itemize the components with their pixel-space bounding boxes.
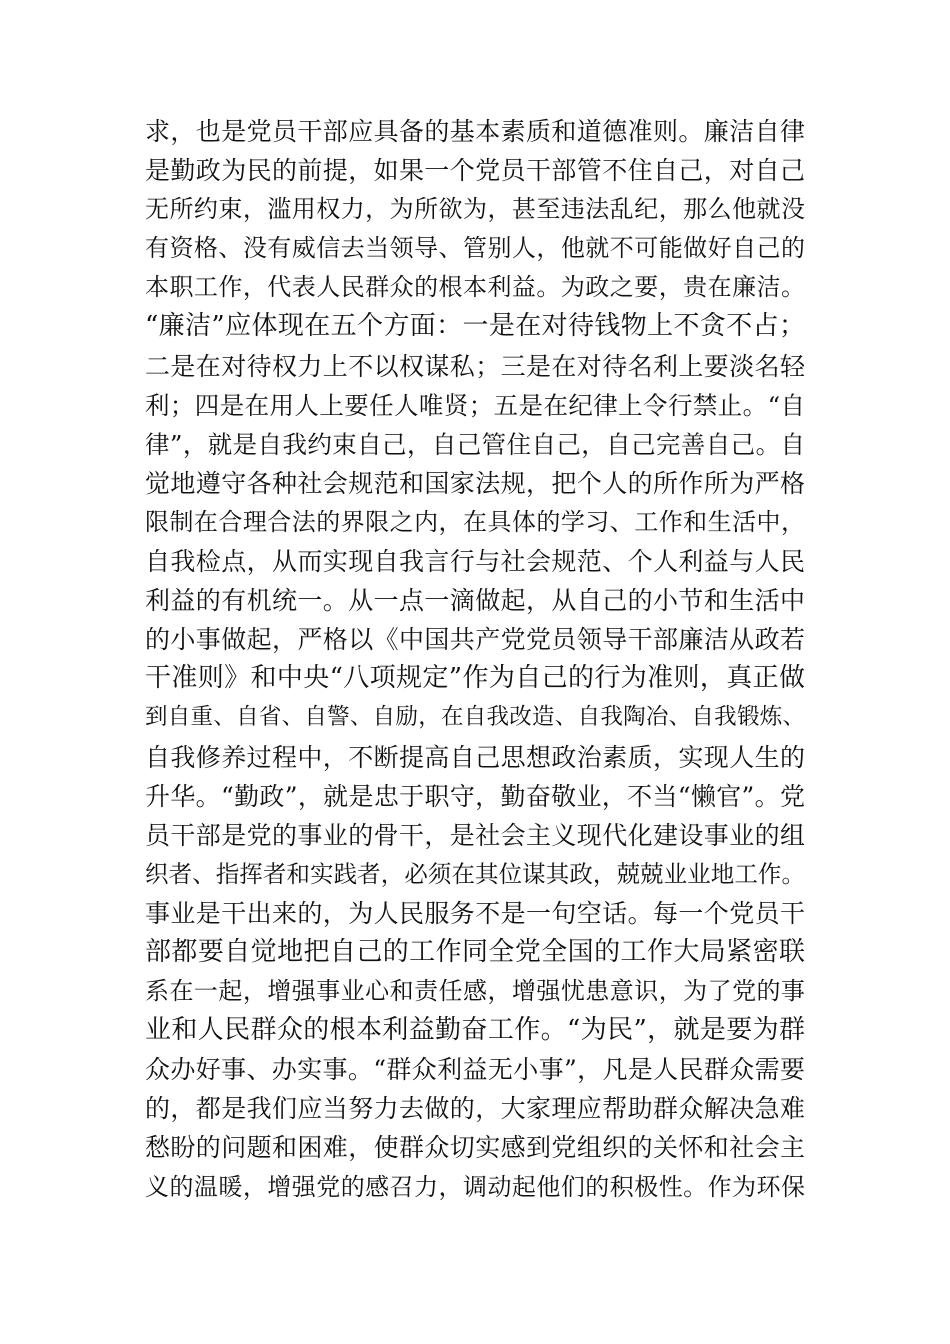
text-line: 业和人民群众的根本利益勤奋工作。“为民”，就是要为群 [145,1015,805,1046]
text-line: 升华。“勤政”，就是忠于职守，勤奋敬业，不当“懒官”。党 [145,781,805,811]
text-line: 求，也是党员干部应具备的基本素质和道德准则。廉洁自律 [145,117,805,146]
text-line: 部都要自觉地把自己的工作同全党全国的工作大局紧密联 [145,936,805,967]
text-line: 限制在合理合法的界限之内，在具体的学习、工作和生活中， [145,507,805,536]
text-line: 的小事做起，严格以《中国共产党党员领导干部廉洁从政若 [145,625,805,655]
text-line: 利；四是在用人上要任人唯贤；五是在纪律上令行禁止。“自 [145,390,805,420]
text-line: 愁盼的问题和困难，使群众切实感到党组织的关怀和社会主 [145,1133,805,1163]
text-line: 本职工作，代表人民群众的根本利益。为政之要，贵在廉洁。 [145,273,805,302]
text-line: 自我检点，从而实现自我言行与社会规范、个人利益与人民 [145,547,805,577]
text-line: 自我修养过程中，不断提高自己思想政治素质，实现人生的 [145,742,805,772]
text-line: 义的温暖，增强党的感召力，调动起他们的积极性。作为环保 [145,1172,805,1201]
text-line: 干准则》和中央“八项规定”作为自己的行为准则，真正做 [145,663,805,694]
text-line: 无所约束，滥用权力，为所欲为，甚至违法乱纪，那么他就没 [145,195,805,224]
text-line: 利益的有机统一。从一点一滴做起，从自己的小节和生活中 [145,586,805,616]
text-line: 二是在对待权力上不以权谋私；三是在对待名利上要淡名轻 [145,351,805,381]
text-line: 律”，就是自我约束自己，自己管住自己，自己完善自己。自 [145,429,805,459]
text-line: 系在一起，增强事业心和责任感，增强忧患意识，为了党的事 [145,977,805,1006]
text-line: 到自重、自省、自警、自励，在自我改造、自我陶冶、自我锻炼、 [145,704,805,731]
text-line: 是勤政为民的前提，如果一个党员干部管不住自己，对自己 [145,156,805,186]
text-line: “廉洁”应体现在五个方面：一是在对待钱物上不贪不占； [145,311,805,342]
text-line: 觉地遵守各种社会规范和国家法规，把个人的所作所为严格 [145,468,805,498]
text-line: 众办好事、办实事。“群众利益无小事”，凡是人民群众需要 [145,1055,805,1085]
text-line: 员干部是党的事业的骨干，是社会主义现代化建设事业的组 [145,820,805,850]
body-text [145,112,805,1207]
text-line: 的，都是我们应当努力去做的，大家理应帮助群众解决急难 [145,1094,805,1124]
text-line: 事业是干出来的，为人民服务不是一句空话。每一个党员干 [145,898,805,928]
text-line: 织者、指挥者和实践者，必须在其位谋其政，兢兢业业地工作。 [145,859,805,888]
text-line: 有资格、没有威信去当领导、管别人，他就不可能做好自己的 [145,234,805,263]
